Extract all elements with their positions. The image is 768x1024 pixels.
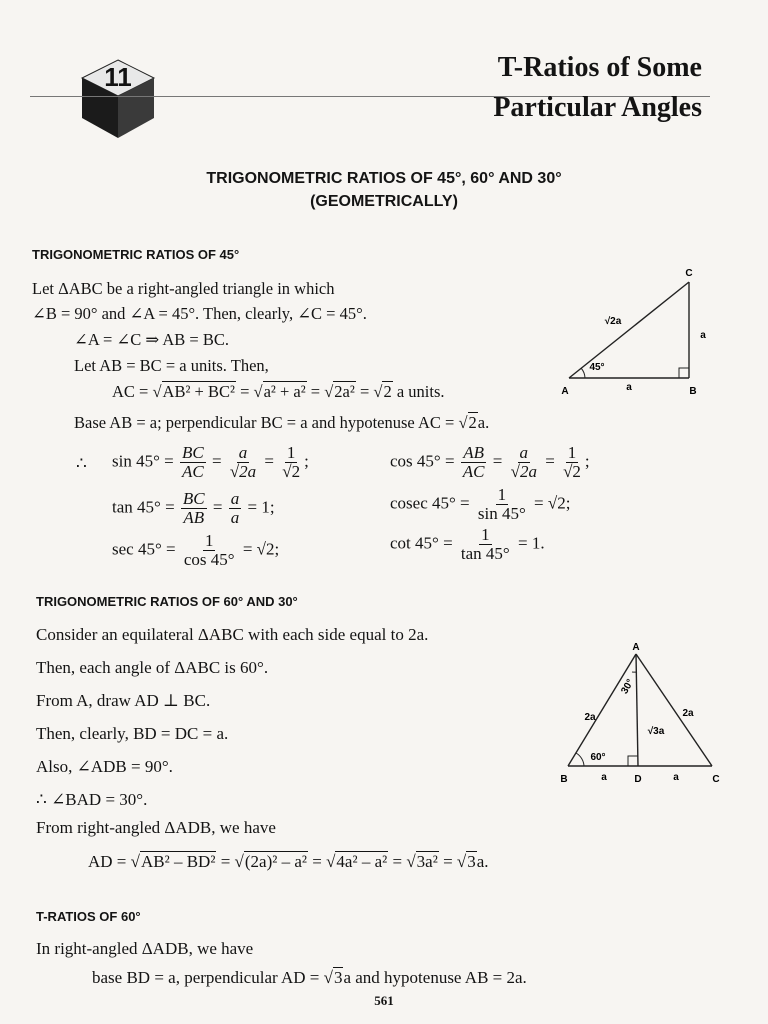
page-number: 561: [374, 993, 394, 1008]
vertex-d-label: D: [634, 774, 642, 785]
angle-60-label: 60°: [590, 752, 606, 763]
angle-45-label: 45°: [589, 362, 605, 373]
median-ad-label: √3a: [647, 726, 665, 737]
heading-60-30: TRIGONOMETRIC RATIOS OF 60° AND 30°: [36, 594, 298, 609]
cot-45-row: cot 45° = $\frac{1}{\tan 45^\circ}$ = 1.: [390, 525, 545, 563]
text-t60-line2: base BD = a, perpendicular AD = √3a and hypotenuse AB = 2a.: [92, 968, 527, 987]
vertex-a-label: A: [632, 642, 640, 653]
text-60-line2: Then, each angle of ΔABC is 60°.: [36, 658, 269, 677]
heading-45: TRIGONOMETRIC RATIOS OF 45°: [32, 247, 240, 262]
angle-30-label: 30°: [619, 677, 637, 697]
side-ac-label: 2a: [682, 708, 694, 719]
base-line: Base AB = a; perpendicular BC = a and hypotenuse AC = √2a.: [74, 413, 490, 432]
heading-t-ratios-60: T-RATIOS OF 60°: [36, 909, 141, 924]
sin-45-row: sin 45° = $\frac{BC}{AC}$ = $\frac{a}{√2a}$ = $\frac{1}{√2}$ ;: [112, 443, 309, 481]
text-45-line2: ∠B = 90° and ∠A = 45°. Then, clearly, ∠C = 45°.: [32, 304, 367, 323]
text-60-line5: Also, ∠ADB = 90°.: [36, 757, 173, 776]
cosec-45-row: cosec 45° = $\frac{1}{\sin 45^\circ}$ = √2;: [390, 485, 571, 523]
therefore-symbol: ∴: [76, 454, 87, 473]
text-60-line4: Then, clearly, BD = DC = a.: [36, 724, 229, 743]
tan-45-row: tan 45° = $\frac{BC}{AB}$ = $\frac{a}{a}$ = 1;: [112, 489, 275, 527]
chapter-badge: [78, 58, 158, 140]
vertex-b-label: B: [560, 774, 568, 785]
side-ab-label: 2a: [584, 712, 596, 723]
side-bc-label: a: [700, 330, 706, 341]
text-45-line1: Let ΔABC be a right-angled triangle in which: [32, 279, 335, 298]
sec-45-row: sec 45° = $\frac{1}{\cos 45^\circ}$ = √2;: [112, 531, 280, 569]
triangle-45-diagram: [555, 262, 715, 402]
text-t60-line1: In right-angled ΔADB, we have: [36, 939, 254, 958]
chapter-number: 11: [104, 62, 132, 92]
text-60-line7: From right-angled ΔADB, we have: [36, 818, 276, 837]
ad-equation: AD = √AB² – BD² = √(2a)² – a² = √4a² – a² = √3a² = √3a.: [88, 852, 489, 871]
text-45-line3: ∠A = ∠C ⇒ AB = BC.: [74, 330, 229, 349]
vertex-c-label: C: [685, 268, 693, 279]
title-line1: T-Ratios of Some: [497, 52, 702, 83]
section-subtitle: (GEOMETRICALLY): [310, 193, 458, 210]
text-45-line4: Let AB = BC = a units. Then,: [74, 356, 269, 375]
text-60-line1: Consider an equilateral ΔABC with each side equal to 2a.: [36, 625, 429, 644]
side-ab-label: a: [626, 382, 632, 393]
text-60-line3: From A, draw AD ⊥ BC.: [36, 691, 211, 710]
segment-bd-label: a: [601, 772, 607, 783]
vertex-b-label: B: [689, 386, 697, 397]
segment-dc-label: a: [673, 772, 679, 783]
vertex-a-label: A: [561, 386, 569, 397]
title-line2: Particular Angles: [493, 92, 702, 123]
ac-equation: AC = √AB² + BC² = √a² + a² = √2a² = √2 a units.: [112, 382, 445, 401]
equilateral-triangle-diagram: [552, 640, 732, 794]
text-60-line6: ∴ ∠BAD = 30°.: [36, 790, 148, 809]
cos-45-row: cos 45° = $\frac{AB}{AC}$ = $\frac{a}{√2a}$ = $\frac{1}{√2}$ ;: [390, 443, 590, 481]
vertex-c-label: C: [712, 774, 720, 785]
section-title: TRIGONOMETRIC RATIOS OF 45°, 60° AND 30°: [206, 170, 562, 187]
hypotenuse-label: √2a: [604, 316, 622, 327]
